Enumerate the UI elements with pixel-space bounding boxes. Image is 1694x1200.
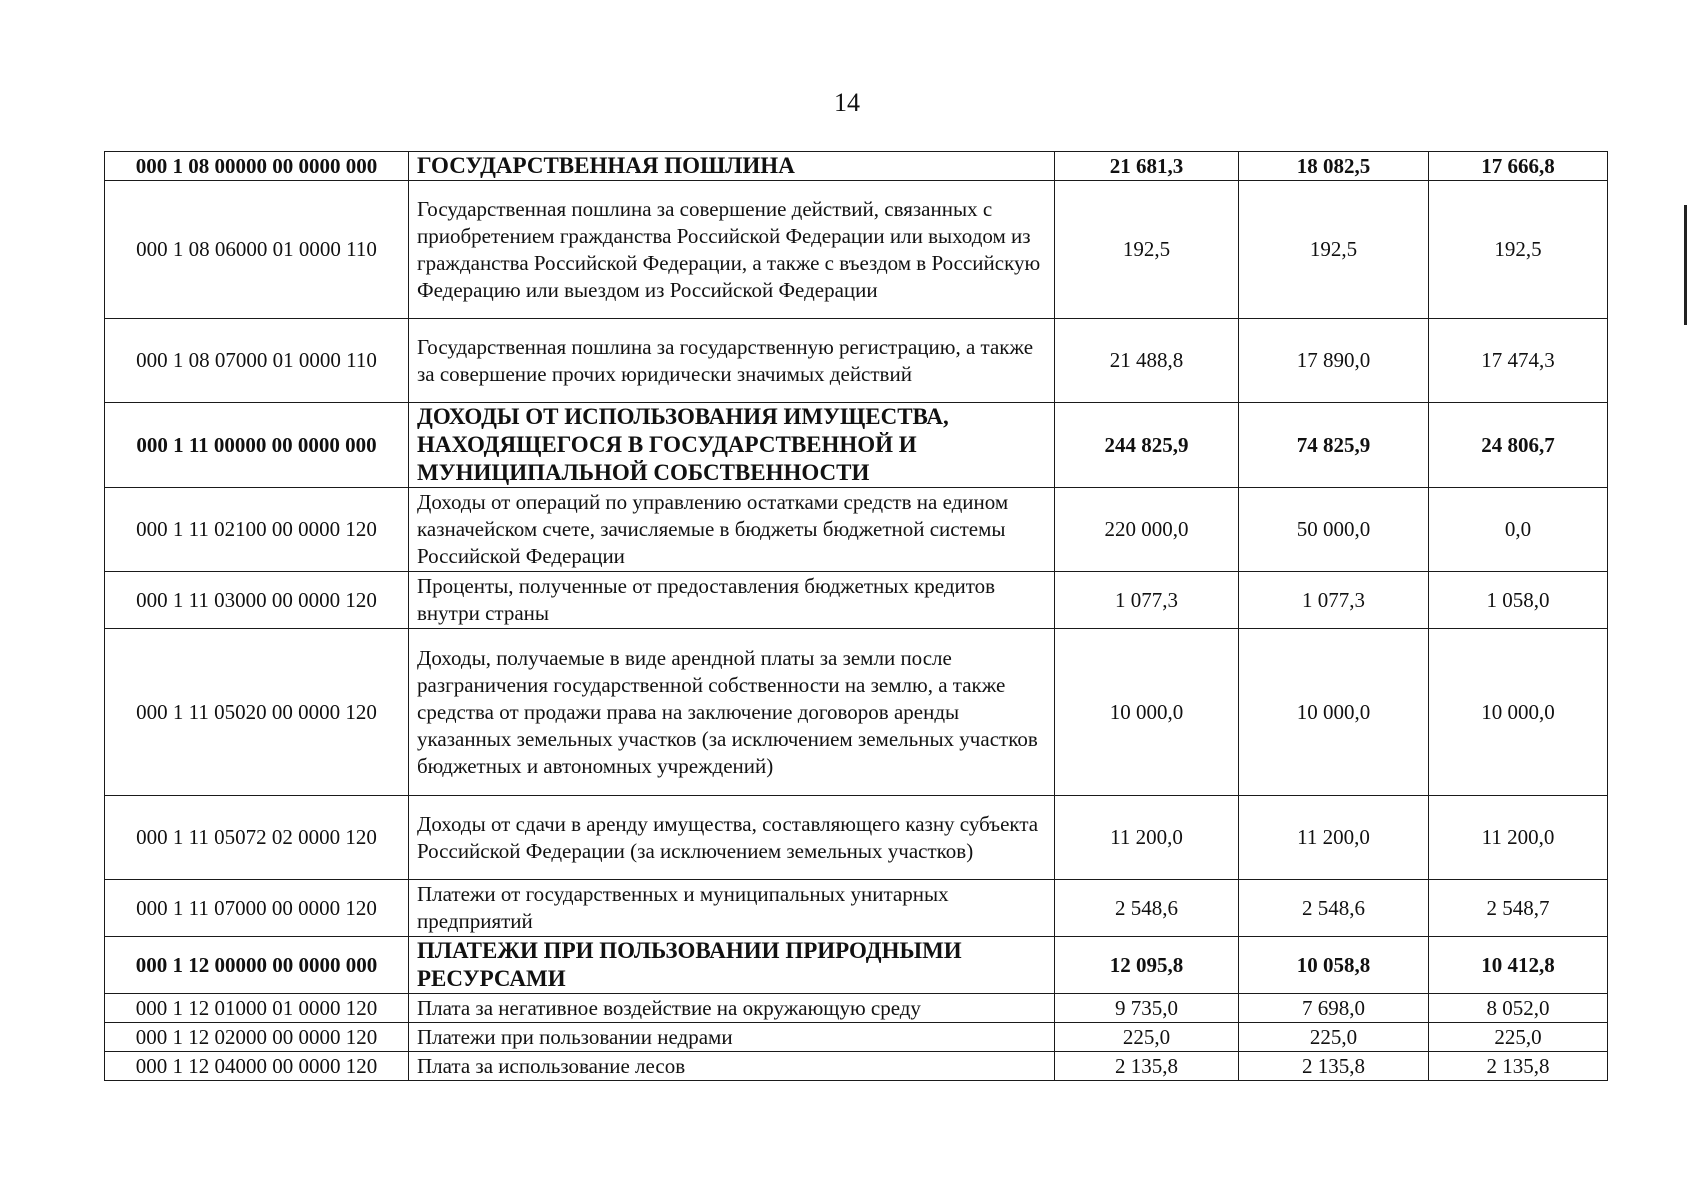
budget-code: 000 1 12 00000 00 0000 000	[105, 937, 409, 994]
value-col-1: 225,0	[1055, 1023, 1239, 1052]
budget-code: 000 1 12 01000 01 0000 120	[105, 994, 409, 1023]
value-col-3: 192,5	[1429, 181, 1608, 319]
scan-edge-mark	[1684, 205, 1687, 325]
budget-code: 000 1 11 07000 00 0000 120	[105, 880, 409, 937]
revenue-name: Государственная пошлина за государственную регистрацию, а также за совершение прочих юридически значимых действий	[409, 319, 1055, 403]
value-col-3: 2 548,7	[1429, 880, 1608, 937]
value-col-1: 9 735,0	[1055, 994, 1239, 1023]
revenue-name: ДОХОДЫ ОТ ИСПОЛЬЗОВАНИЯ ИМУЩЕСТВА, НАХОДЯЩЕГОСЯ В ГОСУДАРСТВЕННОЙ И МУНИЦИПАЛЬНОЙ СОБСТВЕННОСТИ	[409, 403, 1055, 488]
value-col-3: 10 000,0	[1429, 629, 1608, 796]
value-col-1: 12 095,8	[1055, 937, 1239, 994]
value-col-2: 192,5	[1239, 181, 1429, 319]
value-col-1: 11 200,0	[1055, 796, 1239, 880]
table-row	[105, 880, 1608, 937]
value-col-2: 74 825,9	[1239, 403, 1429, 488]
value-col-1: 21 488,8	[1055, 319, 1239, 403]
value-col-3: 10 412,8	[1429, 937, 1608, 994]
revenue-name: Проценты, полученные от предоставления бюджетных кредитов внутри страны	[409, 572, 1055, 629]
revenue-name: Доходы от операций по управлению остатками средств на едином казначейском счете, зачисляемые в бюджеты бюджетной системы Российской Федерации	[409, 488, 1055, 572]
table-row	[105, 994, 1608, 1023]
budget-code: 000 1 11 00000 00 0000 000	[105, 403, 409, 488]
revenue-name: Государственная пошлина за совершение действий, связанных с приобретением гражданства Российской Федерации или выходом из гражданства Российской Федерации, а также с въездом в Российскую Федерацию или выездом из Российской Федерации	[409, 181, 1055, 319]
value-col-3: 8 052,0	[1429, 994, 1608, 1023]
budget-code: 000 1 12 04000 00 0000 120	[105, 1052, 409, 1081]
revenue-name: ГОСУДАРСТВЕННАЯ ПОШЛИНА	[409, 152, 1055, 181]
table-row	[105, 488, 1608, 572]
table-row	[105, 403, 1608, 488]
budget-revenue-table	[104, 151, 1608, 1081]
revenue-name: Доходы, получаемые в виде арендной платы за земли после разграничения государственной собственности на землю, а также средства от продажи права на заключение договоров аренды указанных земельных участков (за исключением земельных участков бюджетных и автономных учреждений)	[409, 629, 1055, 796]
budget-code: 000 1 11 03000 00 0000 120	[105, 572, 409, 629]
page-number: 14	[834, 88, 860, 117]
value-col-3: 17 666,8	[1429, 152, 1608, 181]
budget-code: 000 1 08 00000 00 0000 000	[105, 152, 409, 181]
budget-code: 000 1 08 06000 01 0000 110	[105, 181, 409, 319]
value-col-2: 18 082,5	[1239, 152, 1429, 181]
value-col-2: 1 077,3	[1239, 572, 1429, 629]
revenue-name: Доходы от сдачи в аренду имущества, составляющего казну субъекта Российской Федерации (за исключением земельных участков)	[409, 796, 1055, 880]
table-row	[105, 1052, 1608, 1081]
budget-code: 000 1 11 05020 00 0000 120	[105, 629, 409, 796]
value-col-2: 10 000,0	[1239, 629, 1429, 796]
value-col-1: 192,5	[1055, 181, 1239, 319]
value-col-3: 24 806,7	[1429, 403, 1608, 488]
table-row	[105, 572, 1608, 629]
value-col-1: 220 000,0	[1055, 488, 1239, 572]
value-col-2: 7 698,0	[1239, 994, 1429, 1023]
revenue-name: Плата за негативное воздействие на окружающую среду	[409, 994, 1055, 1023]
table-row	[105, 181, 1608, 319]
revenue-name: Плата за использование лесов	[409, 1052, 1055, 1081]
table-row	[105, 629, 1608, 796]
value-col-3: 17 474,3	[1429, 319, 1608, 403]
value-col-1: 2 548,6	[1055, 880, 1239, 937]
budget-code: 000 1 12 02000 00 0000 120	[105, 1023, 409, 1052]
value-col-1: 10 000,0	[1055, 629, 1239, 796]
value-col-2: 17 890,0	[1239, 319, 1429, 403]
value-col-3: 2 135,8	[1429, 1052, 1608, 1081]
value-col-1: 21 681,3	[1055, 152, 1239, 181]
value-col-3: 1 058,0	[1429, 572, 1608, 629]
table-row	[105, 152, 1608, 181]
table-row	[105, 319, 1608, 403]
value-col-2: 10 058,8	[1239, 937, 1429, 994]
revenue-name: Платежи от государственных и муниципальных унитарных предприятий	[409, 880, 1055, 937]
table-row	[105, 937, 1608, 994]
value-col-2: 50 000,0	[1239, 488, 1429, 572]
table-row	[105, 1023, 1608, 1052]
revenue-name: Платежи при пользовании недрами	[409, 1023, 1055, 1052]
value-col-2: 225,0	[1239, 1023, 1429, 1052]
value-col-1: 1 077,3	[1055, 572, 1239, 629]
revenue-name: ПЛАТЕЖИ ПРИ ПОЛЬЗОВАНИИ ПРИРОДНЫМИ РЕСУРСАМИ	[409, 937, 1055, 994]
value-col-2: 2 548,6	[1239, 880, 1429, 937]
value-col-2: 2 135,8	[1239, 1052, 1429, 1081]
table-row	[105, 796, 1608, 880]
value-col-3: 11 200,0	[1429, 796, 1608, 880]
value-col-2: 11 200,0	[1239, 796, 1429, 880]
value-col-3: 225,0	[1429, 1023, 1608, 1052]
budget-code: 000 1 11 05072 02 0000 120	[105, 796, 409, 880]
value-col-1: 2 135,8	[1055, 1052, 1239, 1081]
budget-code: 000 1 11 02100 00 0000 120	[105, 488, 409, 572]
value-col-1: 244 825,9	[1055, 403, 1239, 488]
budget-code: 000 1 08 07000 01 0000 110	[105, 319, 409, 403]
value-col-3: 0,0	[1429, 488, 1608, 572]
